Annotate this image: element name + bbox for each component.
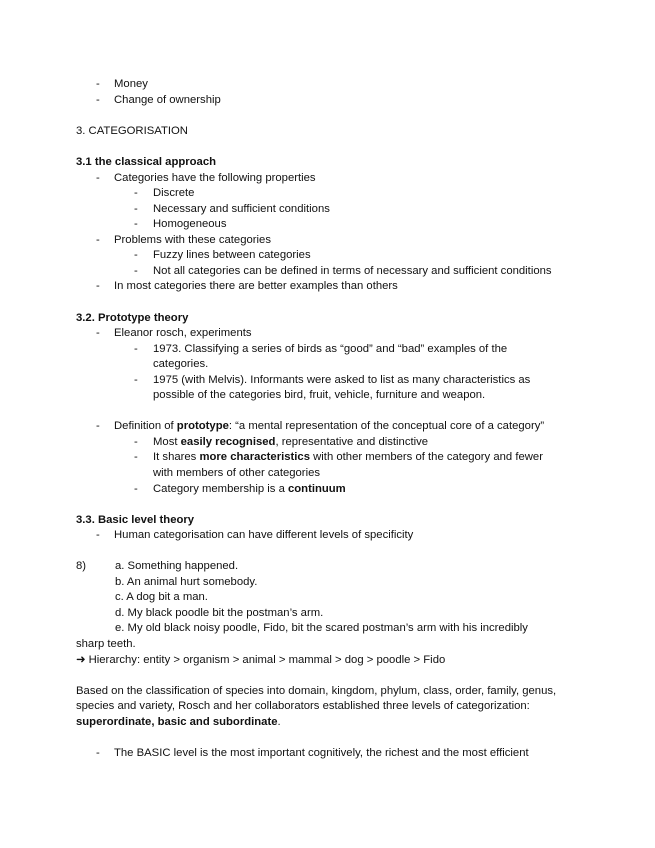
- bullet-dash: -: [96, 420, 100, 432]
- prototype-shares-line1: [153, 450, 543, 464]
- hierarchy-line: ➜ Hierarchy: entity > organism > animal > mammal > dog > poodle > Fido: [76, 654, 446, 666]
- prototype-most-recognised: [153, 435, 428, 449]
- bullet-dash: -: [96, 747, 100, 759]
- example-b: b. An animal hurt somebody.: [115, 576, 258, 588]
- heading-prototype: [76, 311, 188, 325]
- list-item-basic-level: The BASIC level is the most important cognitively, the richest and the most efficient: [114, 747, 529, 759]
- paragraph-end: .: [277, 716, 281, 728]
- list-item-props-intro: Categories have the following properties: [114, 172, 316, 184]
- member-pre: Category membership is a: [153, 483, 288, 495]
- bullet-dash: -: [96, 94, 100, 106]
- bullet-dash: -: [134, 483, 138, 495]
- def-post: : “a mental representation of the conceptual core of a category”: [228, 420, 545, 432]
- experiment-1973-line1: 1973. Classifying a series of birds as “good” and “bad” examples of the: [153, 343, 508, 355]
- bullet-dash: -: [134, 451, 138, 463]
- list-item-money: Money: [114, 78, 148, 90]
- bullet-dash: -: [96, 280, 100, 292]
- list-item-problem: Not all categories can be defined in terms of necessary and sufficient conditions: [153, 265, 552, 277]
- heading-basic-level-text: 3.3. Basic level theory: [76, 514, 195, 526]
- def-bold: prototype: [176, 420, 229, 432]
- bullet-dash: -: [134, 249, 138, 261]
- most-bold: easily recognised: [180, 436, 276, 448]
- def-pre: Definition of: [114, 420, 177, 432]
- shares-bold: more characteristics: [199, 451, 310, 463]
- paragraph-line3: [76, 715, 281, 729]
- bullet-dash: -: [134, 436, 138, 448]
- heading-basic-level: [76, 513, 194, 527]
- list-item-prop: Necessary and sufficient conditions: [153, 203, 330, 215]
- list-item-change-ownership: Change of ownership: [114, 94, 221, 106]
- example-number: 8): [76, 560, 87, 572]
- example-d: d. My black poodle bit the postman’s arm.: [115, 607, 324, 619]
- most-post: , representative and distinctive: [275, 436, 429, 448]
- experiment-1973-line2: categories.: [153, 358, 209, 370]
- example-e: e. My old black noisy poodle, Fido, bit the scared postman’s arm with his incredibly: [115, 622, 528, 634]
- list-item-problems-intro: Problems with these categories: [114, 234, 271, 246]
- bullet-dash: -: [96, 327, 100, 339]
- bullet-dash: -: [134, 187, 138, 199]
- example-a: a. Something happened.: [115, 560, 239, 572]
- bullet-dash: -: [96, 234, 100, 246]
- section-title: 3. CATEGORISATION: [76, 125, 188, 137]
- list-item-problem: Fuzzy lines between categories: [153, 249, 311, 261]
- paragraph-line2: species and variety, Rosch and her collaborators established three levels of categorization:: [76, 700, 530, 712]
- member-bold: continuum: [288, 483, 346, 495]
- list-item-prop: Discrete: [153, 187, 195, 199]
- levels-bold: superordinate, basic and subordinate: [76, 716, 278, 728]
- most-pre: Most: [153, 436, 181, 448]
- shares-pre: It shares: [153, 451, 200, 463]
- list-item-human-categorisation: Human categorisation can have different levels of specificity: [114, 529, 414, 541]
- list-item-better-examples: In most categories there are better examples than others: [114, 280, 398, 292]
- experiment-1975-line1: 1975 (with Melvis). Informants were asked to list as many characteristics as: [153, 374, 531, 386]
- example-c: c. A dog bit a man.: [115, 591, 208, 603]
- bullet-dash: -: [134, 374, 138, 386]
- heading-classical-text: 3.1 the classical approach: [76, 156, 217, 168]
- bullet-dash: -: [134, 218, 138, 230]
- example-e-continued: sharp teeth.: [76, 638, 136, 650]
- bullet-dash: -: [134, 203, 138, 215]
- bullet-dash: -: [96, 529, 100, 541]
- prototype-shares-line2: with members of other categories: [153, 467, 321, 479]
- list-item-rosch: Eleanor rosch, experiments: [114, 327, 252, 339]
- list-item-prop: Homogeneous: [153, 218, 227, 230]
- bullet-dash: -: [134, 265, 138, 277]
- bullet-dash: -: [96, 172, 100, 184]
- shares-post: with other members of the category and fewer: [310, 451, 543, 463]
- experiment-1975-line2: possible of the categories bird, fruit, vehicle, furniture and weapon.: [153, 389, 486, 401]
- prototype-membership: [153, 482, 346, 496]
- prototype-definition: [114, 419, 544, 433]
- bullet-dash: -: [96, 78, 100, 90]
- heading-classical: [76, 155, 216, 169]
- bullet-dash: -: [134, 343, 138, 355]
- paragraph-line1: Based on the classification of species into domain, kingdom, phylum, class, order, family, genus,: [76, 685, 557, 697]
- heading-prototype-text: 3.2. Prototype theory: [76, 312, 189, 324]
